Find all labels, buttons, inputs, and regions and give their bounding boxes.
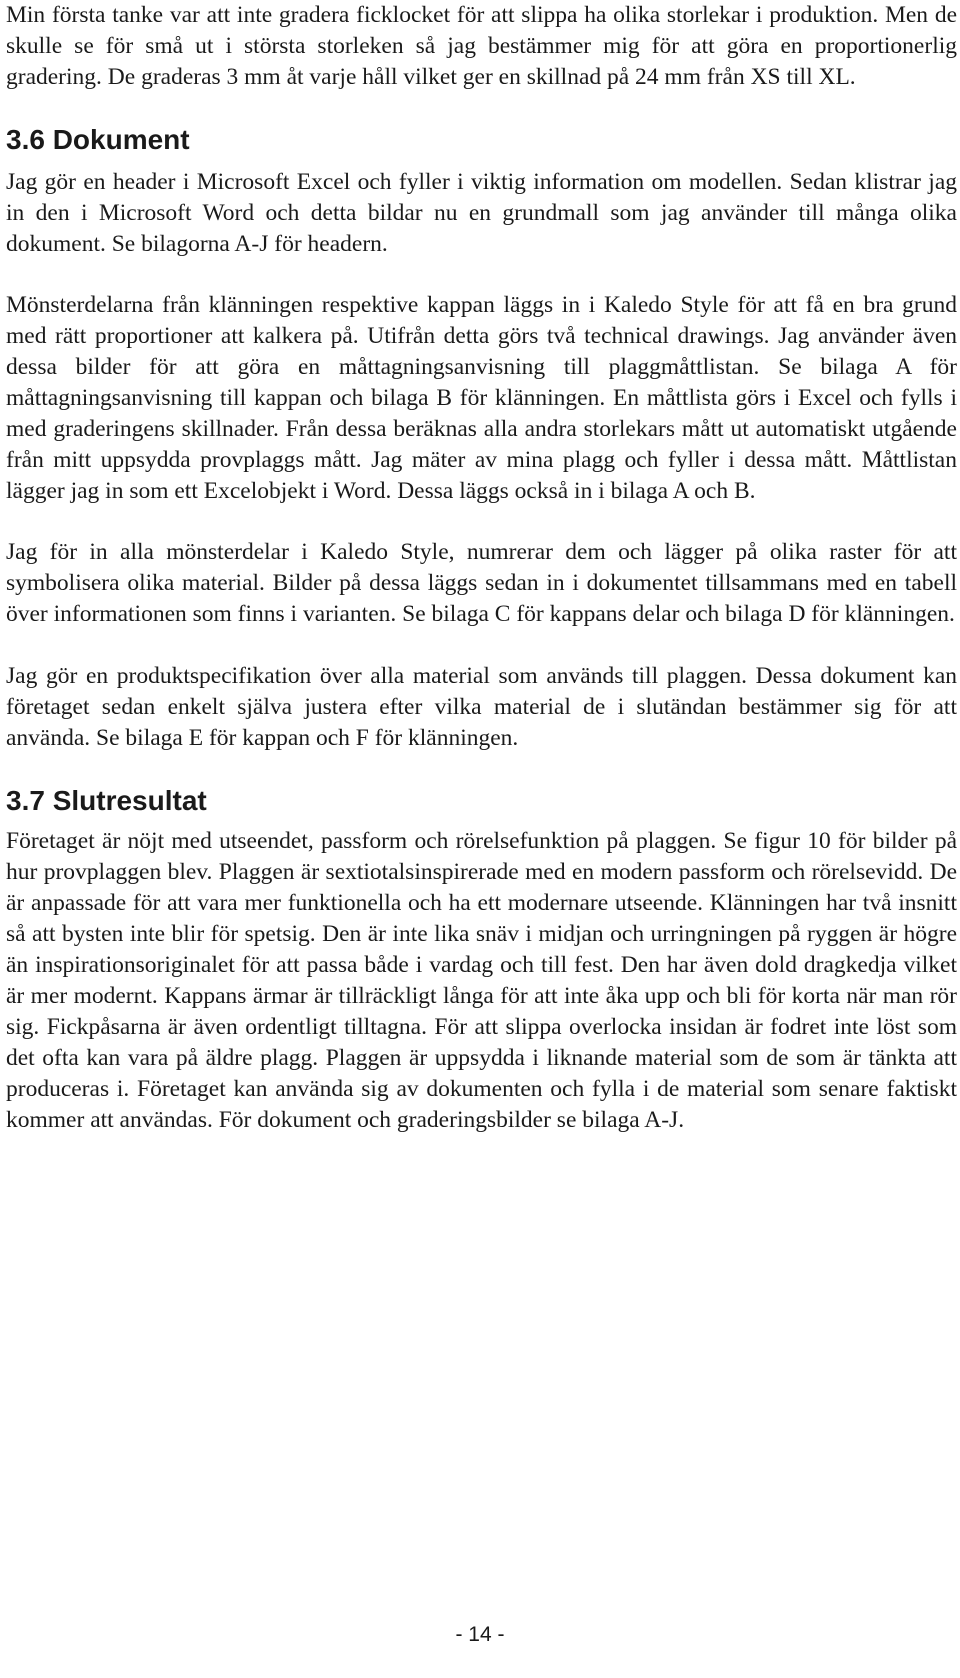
page-content	[6, 0, 957, 1136]
paragraph-product-specification: Jag gör en produktspecifikation över alla material som används till plaggen. Dessa dokument kan företaget sedan enkelt själva justera efter vilka material de i slutändan bestämmer sig för att använda. Se bilaga E för kappan och F för klänningen.	[6, 663, 957, 751]
paragraph-final-result: Företaget är nöjt med utseendet, passform och rörelsefunktion på plaggen. Se figur 10 för bilder på hur provplaggen blev. Plaggen är sextiotalsinspirerade med en modern passform och rörelsevidd. De är anpassade för att vara mer funktionella och ha ett modernare utseende. Klänningen har två insnitt så att bysten inte blir för spetsig. Den är inte lika snäv i midjan och urringningen på ryggen är högre än inspirationsoriginalet för att passa både i vardag och till fest. Den har även dold dragkedja vilket är mer modernt. Kappans ärmar är tillräckligt långa för att inte åka upp och bli för korta när man rör sig. Fickpåsarna är även ordentligt tilltagna. För att slippa overlocka insidan är fodret inte löst som det ofta kan vara på äldre plagg. Plaggen är uppsydda i liknande material som de som är tänkta att produceras i. Företaget kan använda sig av dokumenten och fylla i de material som senare faktiskt kommer att användas. För dokument och graderingsbilder se bilaga A-J.	[6, 828, 957, 1133]
page-number: - 14 -	[455, 1623, 505, 1646]
paragraph-header-template: Jag gör en header i Microsoft Excel och fyller i viktig information om modellen. Sedan klistrar jag in den i Microsoft Word och detta bildar nu en grundmall som jag använder till många olika dokument. Se bilagorna A-J för headern.	[6, 169, 957, 257]
intro-paragraph: Min första tanke var att inte gradera ficklocket för att slippa ha olika storlekar i produktion. Men de skulle se för små ut i största storleken så jag bestämmer mig för att göra en proportionerlig gradering. De graderas 3 mm åt varje håll vilket ger en skillnad på 24 mm från XS till XL.	[6, 2, 957, 90]
section-heading-dokument: 3.6 Dokument	[6, 124, 190, 155]
paragraph-pattern-pieces: Mönsterdelarna från klänningen respektive kappan läggs in i Kaledo Style för att få en bra grund med rätt proportioner att kalkera på. Utifrån detta görs två technical drawings. Jag använder även dessa bilder för att göra en måttagningsanvisning till plaggmåttlistan. Se bilaga A för måttagningsanvisning till kappan och bilaga B för klänningen. En måttlista görs i Excel och fylls i med graderingens skillnader. Från dessa beräknas alla andra storlekars mått ut automatiskt utgående från mitt uppsydda provplaggs mått. Jag mäter av mina plagg och fyller i dessa mått. Måttlistan lägger jag in som ett Excelobjekt i Word. Dessa läggs också in i bilaga A och B.	[6, 292, 957, 504]
paragraph-kaledo-style: Jag för in alla mönsterdelar i Kaledo Style, numrerar dem och lägger på olika raster för att symbolisera olika material. Bilder på dessa läggs sedan in i dokumentet tillsammans med en tabell över informationen som finns i varianten. Se bilaga C för kappans delar och bilaga D för klänningen.	[6, 539, 957, 627]
section-heading-slutresultat: 3.7 Slutresultat	[6, 785, 207, 816]
